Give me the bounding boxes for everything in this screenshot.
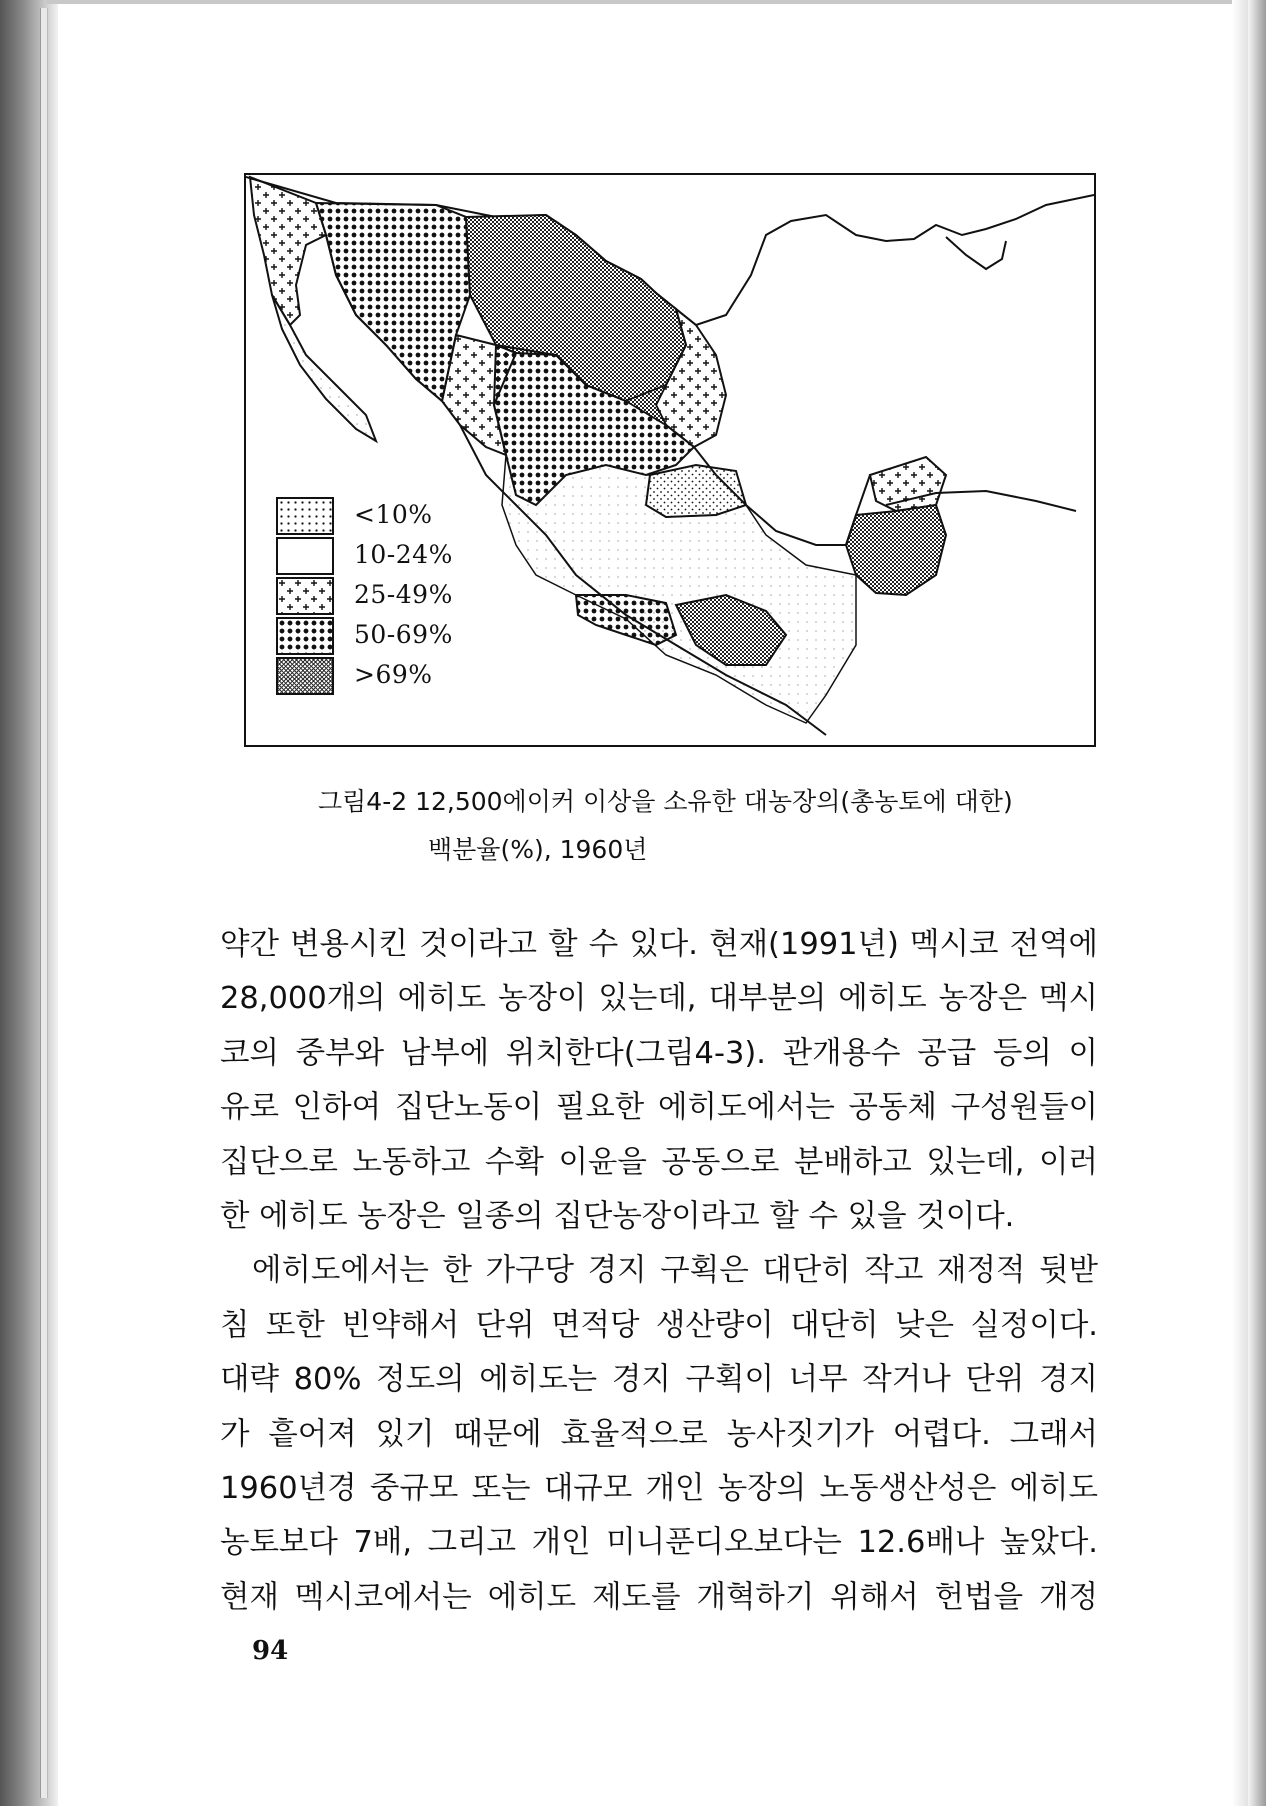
legend-label: 25-49% [354, 580, 453, 609]
figure-caption-continued: 백분율(%), 1960년 [428, 835, 648, 864]
text-line: 에히도에서는 한 가구당 경지 구획은 대단히 작고 재정적 뒷받 [252, 1253, 1098, 1289]
text-line: 현재 멕시코에서는 에히도 제도를 개혁하기 위해서 헌법을 개정 [220, 1579, 1098, 1615]
page-edge-left [40, 8, 48, 1798]
text-line: 한 에히도 농장은 일종의 집단농장이라고 할 수 있을 것이다. [220, 1198, 1015, 1234]
legend-swatch-dense-dots [276, 617, 334, 655]
figure-caption: 그림4-2 12,500에이커 이상을 소유한 대농장의(총농토에 대한) [318, 787, 1013, 816]
text-line: 집단으로 노동하고 수확 이윤을 공동으로 분배하고 있는데, 이러 [220, 1144, 1098, 1180]
body-text [220, 918, 1098, 1625]
text-line: 1960년경 중규모 또는 대규모 개인 농장의 노동생산성은 에히도 [220, 1470, 1098, 1506]
legend-swatch-crosses [276, 577, 334, 615]
text-line: 대략 80% 정도의 에히도는 경지 구획이 너무 작거나 단위 경지 [220, 1362, 1098, 1398]
legend-label: 50-69% [354, 620, 453, 649]
legend-label: 10-24% [354, 540, 453, 569]
text-line: 침 또한 빈약해서 단위 면적당 생산량이 대단히 낮은 실정이다. [220, 1307, 1098, 1343]
legend-swatch-blank [276, 537, 334, 575]
text-line: 약간 변용시킨 것이라고 할 수 있다. 현재(1991년) 멕시코 전역에 [220, 927, 1098, 962]
legend-label: <10% [354, 500, 433, 529]
text-line: 코의 중부와 남부에 위치한다(그림4-3). 관개용수 공급 등의 이 [220, 1035, 1098, 1071]
binding-shadow-left [0, 0, 58, 1806]
legend-swatch-crosshatch [276, 657, 334, 695]
text-line: 유로 인하여 집단노동이 필요한 에히도에서는 공동체 구성원들이 [220, 1090, 1098, 1126]
page-top-edge [46, 0, 1236, 4]
legend-label: >69% [354, 660, 433, 689]
legend-swatch-fine-dots [276, 497, 334, 535]
text-line: 28,000개의 에히도 농장이 있는데, 대부분의 에히도 농장은 멕시 [220, 981, 1098, 1017]
text-line: 가 흩어져 있기 때문에 효율적으로 농사짓기가 어렵다. 그래서 [220, 1416, 1098, 1452]
page-shadow-right [1232, 0, 1248, 1806]
binding-shadow-right [1248, 0, 1266, 1806]
mexico-map-figure [244, 173, 1096, 747]
text-line: 농토보다 7배, 그리고 개인 미니푼디오보다는 12.6배나 높았다. [220, 1525, 1098, 1561]
page-number: 94 [252, 1636, 289, 1666]
